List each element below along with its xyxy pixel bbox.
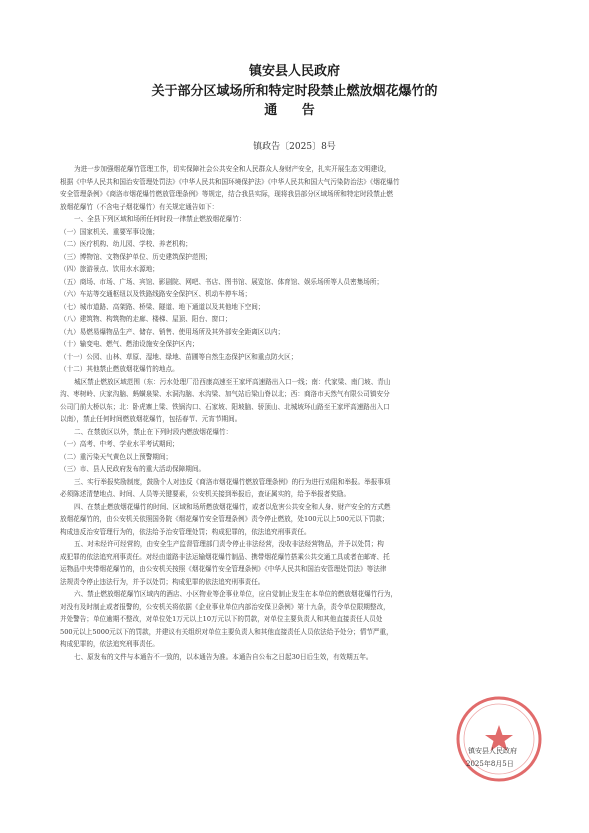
- section-line: 对没有及时制止或者报警的，公安机关将依据《企业事业单位内部治安保卫条例》第十九条，责令单位限期整改，: [60, 602, 390, 611]
- section-line: 法规责令停止违法行为，并予以处罚；构成犯罪的依法追究刑事责任。: [60, 577, 265, 586]
- issuing-org-title: 镇安县人民政府: [248, 64, 340, 79]
- list-item: （十二）其他禁止燃放烟花爆竹的地点。: [60, 365, 179, 373]
- list-item: （六）车站等交通枢纽以及铁路线路安全保护区、机动车停车场；: [60, 290, 252, 298]
- list-item: （三）博物馆、文物保护单位、历史建筑保护范围；: [60, 252, 212, 261]
- section-line: 三、实行举报奖励制度，鼓励个人对违反《商洛市烟花爆竹燃放管理条例》的行为进行劝阻和举报。举报事项: [74, 477, 391, 486]
- intro-line: 安全管理条例》《商洛市烟花爆竹燃放管理条例》等规定，结合我县实际，现将我县部分区域场所和特定时段禁止燃: [60, 190, 393, 198]
- section-line: 放烟花爆竹的，由公安机关依照国务院《烟花爆竹安全管理条例》责令停止燃放，处100元以上500元以下罚款；: [60, 515, 389, 523]
- city-area-line: 公司门前大桥以东；北：卧虎寨上梁、铁锅沟口、石家坡、阳坡脑、骄顶山、北城坡环山路至王家坪高速路出入口: [60, 402, 390, 411]
- official-seal-icon: [454, 694, 544, 784]
- list-item: （十一）公园、山林、草原、湿地、绿地、苗圃等自然生态保护区和重点防火区；: [60, 352, 298, 361]
- list-item: （五）商场、市场、广场、宾馆、影剧院、网吧、书店、图书馆、展览馆、体育馆、娱乐场所等人员密集场所；: [60, 277, 384, 286]
- section-line: 成犯罪的依法追究刑事责任。对经由道路非法运输烟花爆竹制品、携带烟花爆竹搭乘公共交通工具或者在邮寄、托: [60, 552, 390, 561]
- section-heading: 二、在禁放区以外，禁止在下列时段内燃放烟花爆竹：: [74, 427, 233, 436]
- section-line: 运物品中夹带烟花爆竹的，由公安机关按照《烟花爆竹安全管理条例》《中华人民共和国治安管理处罚法》等法律: [60, 565, 387, 573]
- city-area-line: 以南），禁止任何时间燃放烟花爆竹，包括春节、元宵节期间。: [60, 415, 242, 423]
- list-item: （一）高考、中考、学业水平考试期间；: [60, 440, 179, 448]
- notice-subject-title: 关于部分区域场所和特定时段禁止燃放烟花爆竹的: [151, 84, 438, 99]
- section-line: 构成犯罪的，依法追究刑事责任。: [60, 640, 159, 648]
- list-item: （八）建筑物、构筑物的走廊、楼梯、屋顶、阳台、窗口；: [60, 315, 232, 323]
- intro-line: 为进一步加强烟花爆竹管理工作，切实保障社会公共安全和人民群众人身财产安全，扎实开展生态文明建设，: [74, 165, 391, 173]
- section-line: 七、原发布的文件与本通告不一致的，以本通告为准。本通告自公布之日起30日后生效，有效期五年。: [74, 652, 373, 661]
- notice-body: [60, 163, 528, 663]
- document-number: 镇政告〔2025〕8号: [253, 142, 336, 152]
- list-item: （七）城市道路、高架路、桥梁、隧道、地下通道以及其他地下空间；: [60, 302, 265, 311]
- list-item: （十）输变电、燃气、燃油设施安全保护区内；: [60, 340, 199, 348]
- list-item: （四）旅游景点、饮用水水源地；: [60, 265, 159, 273]
- notice-type-title: 通 告: [264, 103, 325, 118]
- section-line: 四、在禁止燃放烟花爆竹的时间、区域和场所燃放烟花爆竹，或者以危害公共安全和人身、财产安全的方式燃: [74, 502, 391, 511]
- section-line: 并处警告；单位逾期不整改，对单位处1万元以上10万元以下的罚款，对单位主要负责人和其他直接责任人员处: [60, 615, 383, 623]
- intro-line: 放烟花爆竹（不含电子烟花爆竹）有关规定通告如下：: [60, 202, 219, 211]
- signature-org: 镇安县人民政府: [468, 747, 517, 755]
- section-line: 构成违反治安管理行为的，依法给予治安管理处罚；构成犯罪的，依法追究刑事责任。: [60, 527, 311, 536]
- section-line: 500元以上5000元以下的罚款，并建议有关组织对单位主要负责人和其他直接责任人员依法给予处分；情节严重，: [60, 627, 393, 636]
- section-line: 必须陈述清楚地点、时间、人员等关键要素，公安机关接到举报后，查证属实的，给予举报者奖励。: [60, 490, 351, 498]
- city-area-line: 城区禁止燃放区域范围（东：污水处理厂沿西康高速至王家坪高速路出入口一线；南：代家梁、南门坡、青山: [74, 377, 391, 386]
- section-heading: 一、全县下列区域和场所任何时段一律禁止燃放烟花爆竹：: [74, 215, 246, 223]
- section-line: 五、对未经许可经营的，由安全生产监督管理部门责令停止非法经营，没收非法经营物品，并予以处罚；构: [74, 540, 384, 548]
- intro-line: 根据《中华人民共和国治安管理处罚法》《中华人民共和国环境保护法》《中华人民共和国大气污染防治法》《烟花爆竹: [60, 177, 400, 186]
- list-item: （二）医疗机构、幼儿园、学校、养老机构；: [60, 240, 192, 248]
- city-area-line: 沟、枣树岭、庆家沟脑、蚂蟥泉梁、水洞沟脑、水沟梁、加气站后梁山脊以北；西：商洛市天然气有限公司镇安分: [60, 390, 390, 398]
- list-item: （二）重污染天气黄色以上预警期间；: [60, 452, 173, 461]
- list-item: （三）市、县人民政府发布的重大活动保障期间。: [60, 465, 206, 473]
- signature-date: 2025年8月5日: [466, 760, 514, 768]
- list-item: （一）国家机关、重要军事设施；: [60, 227, 159, 236]
- list-item: （九）易燃易爆物品生产、储存、销售、使用场所及其外部安全距离区以内；: [60, 327, 285, 336]
- section-line: 六、禁止燃放烟花爆竹区域内的酒店、小区物业等企事业单位，应自觉制止发生在本单位的燃放烟花爆竹行为，: [74, 590, 398, 598]
